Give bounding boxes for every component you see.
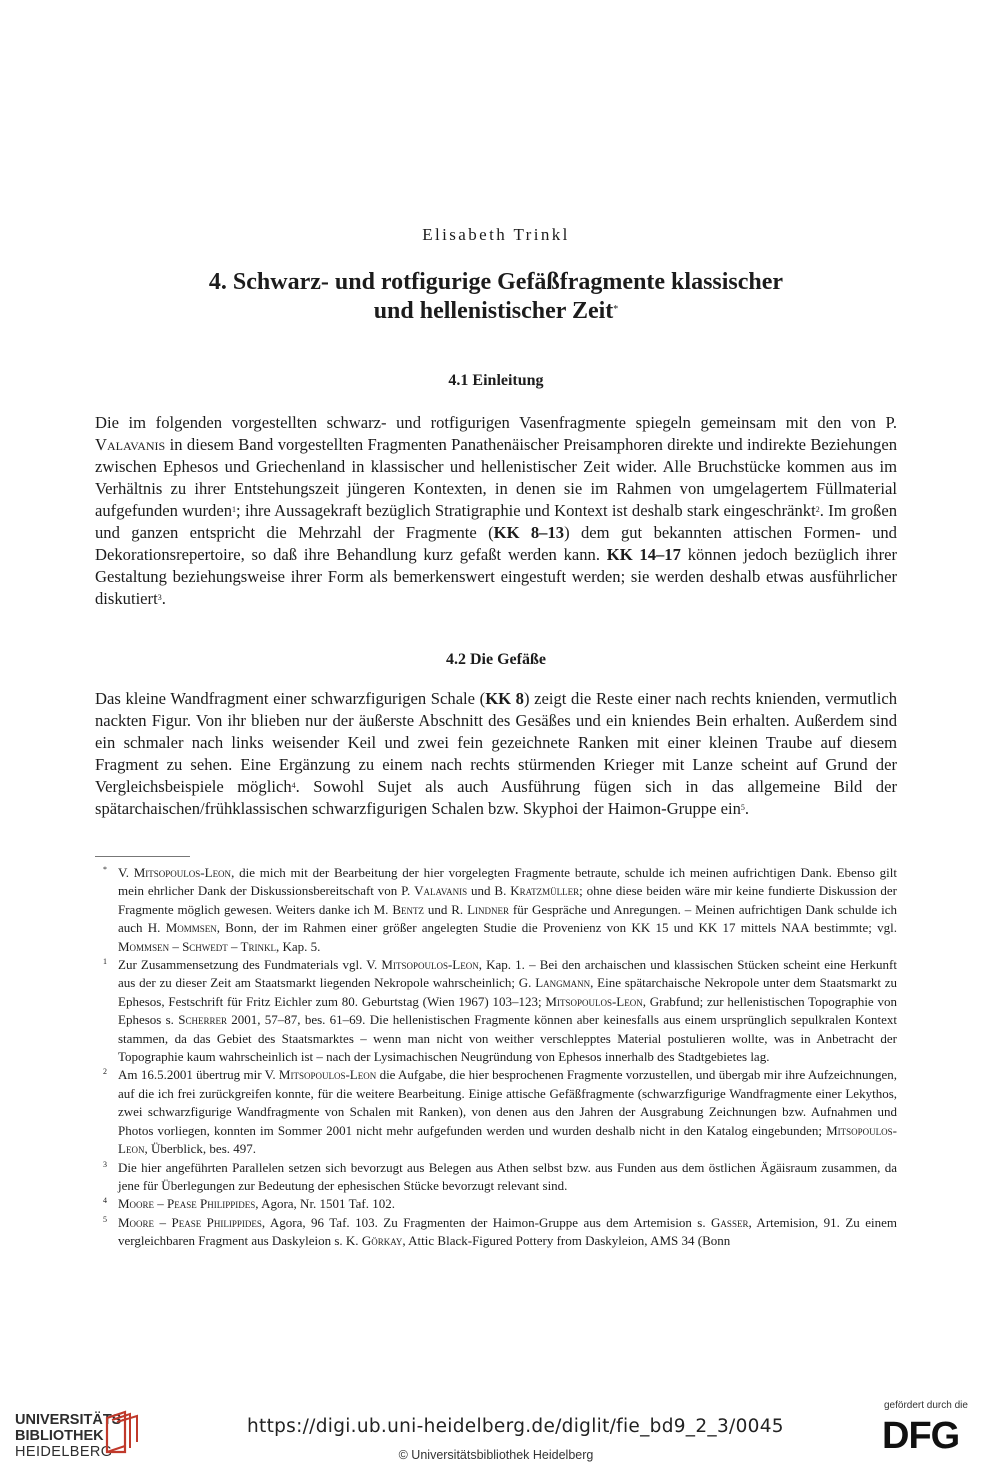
footnote-ref-4[interactable]: 4	[291, 781, 296, 790]
footnote-5: 5 Moore – Pease Philippides, Agora, 96 Taf. 103. Zu Fragmenten der Haimon-Gruppe aus dem Artemision s. Gasser, Artemision, 91. Zu einem vergleichbaren Fragment aus Daskyleion s. K. Görkay, Attic Black-Figured Pottery from Daskyleion, AMS 34 (Bonn	[103, 1214, 897, 1249]
footnote-ref-2[interactable]: 2	[815, 505, 820, 514]
footnote-star: * V. Mitsopoulos-Leon, die mich mit der Bearbeitung der hier vorgelegten Fragmente betraute, schulde ich meinen aufrichtigen Dank. Ebenso gilt mein ehrlicher Dank der Diskussionsbereitschaft von P. Valavanis und B. Kratzmüller; ohne diese beiden wäre mir keine fundierte Diskussion der Fragmente möglich gewesen. Weiters danke ich M. Bentz und R. Lindner für Gespräche und Anregungen. – Meinen aufrichtigen Dank schulde ich auch H. Mommsen, Bonn, der im Rahmen einer größer angelegten Studie die Provenienz von KK 15 und KK 17 mittels NAA bestimmte; vgl. Mommsen – Schwedt – Trinkl, Kap. 5.	[103, 865, 897, 954]
footnote-ref-3[interactable]: 3	[157, 593, 162, 602]
source-url-link[interactable]: https://digi.ub.uni-heidelberg.de/diglit/fie_bd9_2_3/0045	[247, 1416, 784, 1437]
footnote-4: 4 Moore – Pease Philippides, Agora, Nr. 1501 Taf. 102.	[103, 1196, 395, 1212]
paragraph-einleitung: Die im folgenden vorgestellten schwarz- und rotfigurigen Vasenfragmente spiegeln gemeinsam mit den von P. Valavanis in diesem Band vorgestellten Fragmenten Panathenäischer Preisamphoren direkte und indirekte Beziehungen zwischen Ephesos und Griechenland in klassischer und hellenistischer Zeit wider. Alle Bruchstücke kommen aus im Verhältnis zu ihrer Entstehungszeit jüngeren Kontexten, in denen sie im Rahmen von umgelagertem Füllmaterial aufgefunden wurden$^1$; ihre Aussagekraft bezüglich Stratigraphie und Kontext ist deshalb stark eingeschränkt$^2$. Im großen und ganzen entspricht die Mehrzahl der Fragmente (KK 8–13) dem gut bekannten attischen Formen- und Dekorationsrepertoire, so daß ihre Behandlung kurz gefaßt werden kann. KK 14–17 können jedoch bezüglich ihrer Gestaltung beziehungsweise ihrer Form als bemerkenswert eingestuft werden; sie werden deshalb etwas ausführlicher diskutiert$^3$.	[95, 413, 898, 608]
chapter-title	[0, 268, 992, 326]
copyright-text: © Universitätsbibliothek Heidelberg	[398, 1448, 594, 1462]
dfg-logo[interactable]: DFG	[882, 1415, 960, 1457]
section-heading-einleitung: 4.1 Einleitung	[448, 372, 544, 389]
footnote-divider	[95, 856, 190, 857]
footnote-3: 3 Die hier angeführten Parallelen setzen sich bevorzugt aus Belegen aus Athen selbst bzw. aus Funden aus dem östlichen Ägäisraum zusammen, da jene für Überlegungen zur Bedeutung der ephesischen Stücke bevorzugt relevant sind.	[103, 1159, 897, 1193]
chapter-title-line2: und hellenistischer Zeit*	[373, 298, 619, 324]
footnote-1: 1 Zur Zusammensetzung des Fundmaterials vgl. V. Mitsopoulos-Leon, Kap. 1. – Bei den archaischen und klassischen Stücken scheint eine Herkunft aus der zu dieser Zeit am Staatsmarkt liegenden Nekropole wahrscheinlich; G. Langmann, Eine spätarchaische Nekropole unter dem Staatsmarkt zu Ephesos, Festschrift für Fritz Eichler zum 80. Geburtstag (Wien 1967) 103–123; Mitsopoulos-Leon, Grabfund; zur hellenistischen Topographie von Ephesos s. Scherrer 2001, 57–87, bes. 61–69. Die hellenistischen Fragmente können aber keinesfalls aus einem ursprünglich sepulkralen Kontext stammen, da das Gebiet des Staatsmarktes – wenn man nicht von weither verschlepptes Material postulieren wollte, was in Anbetracht der Topographie kaum wahrscheinlich ist – nach der Lysimachischen Neugründung von Ephesos innerhalb des Stadtgebietes lag.	[103, 957, 898, 1065]
footnote-ref-5[interactable]: 5	[740, 803, 745, 812]
paragraph-gefaesse: Das kleine Wandfragment einer schwarzfigurigen Schale (KK 8) zeigt die Reste einer nach rechts knienden, vermutlich nackten Figur. Von ihr blieben nur der äußerste Abschnitt des Gesäßes und ein kniendes Bein erhalten. Außerdem sind ein schmaler nach links weisender Keil und zwei fein gezeichnete Ranken mit einer kleinen Traube auf diesem Fragment zu sehen. Eine Ergänzung zu einem nach rechts stürmenden Krieger mit Lanze scheint auf Grund der Vergleichsbeispiele möglich$^4$. Sowohl Sujet als auch Ausführung fügen sich in das allgemeine Bild der spätarchaischen/frühklassischen schwarzfigurigen Schalen bzw. Skyphoi der Haimon-Gruppe ein$^5$.	[95, 689, 897, 818]
library-logo-text[interactable]: UNIVERSITÄTS- BIBLIOTHEK HEIDELBERG	[15, 1412, 127, 1460]
footnote-ref-1[interactable]: 1	[232, 505, 237, 514]
section-heading-gefaesse: 4.2 Die Gefäße	[446, 651, 546, 668]
title-footnote-marker[interactable]: *	[613, 304, 619, 315]
author-name: Elisabeth Trinkl	[422, 225, 570, 244]
footnotes	[95, 864, 897, 1251]
funding-label: gefördert durch die	[884, 1400, 968, 1411]
footnote-2: 2 Am 16.5.2001 übertrug mir V. Mitsopoulos-Leon die Aufgabe, die hier besprochenen Fragmente vorzustellen, und übergab mir ihre Aufzeichnungen, auf die ich frei zurückgreifen konnte, für die weitere Bearbeitung. Einige attische Gefäßfragmente (schwarzfigurige Wandfragmente einer Lekythos, zwei schwarzfigurige Wandfragmente von Schalen mit Ranken), von denen aus den Jahren der Ausgrabung Zeichnungen bzw. Aufnahmen und Photos vorliegen, konnten im Sommer 2001 nicht mehr aufgefunden werden und wurden deshalb nicht in den Katalog eingebunden; Mitsopoulos-Leon, Überblick, bes. 497.	[103, 1067, 897, 1157]
viewer-footer	[0, 1386, 992, 1474]
chapter-title-line1: 4. Schwarz- und rotfigurige Gefäßfragmente klassischer	[208, 269, 784, 295]
